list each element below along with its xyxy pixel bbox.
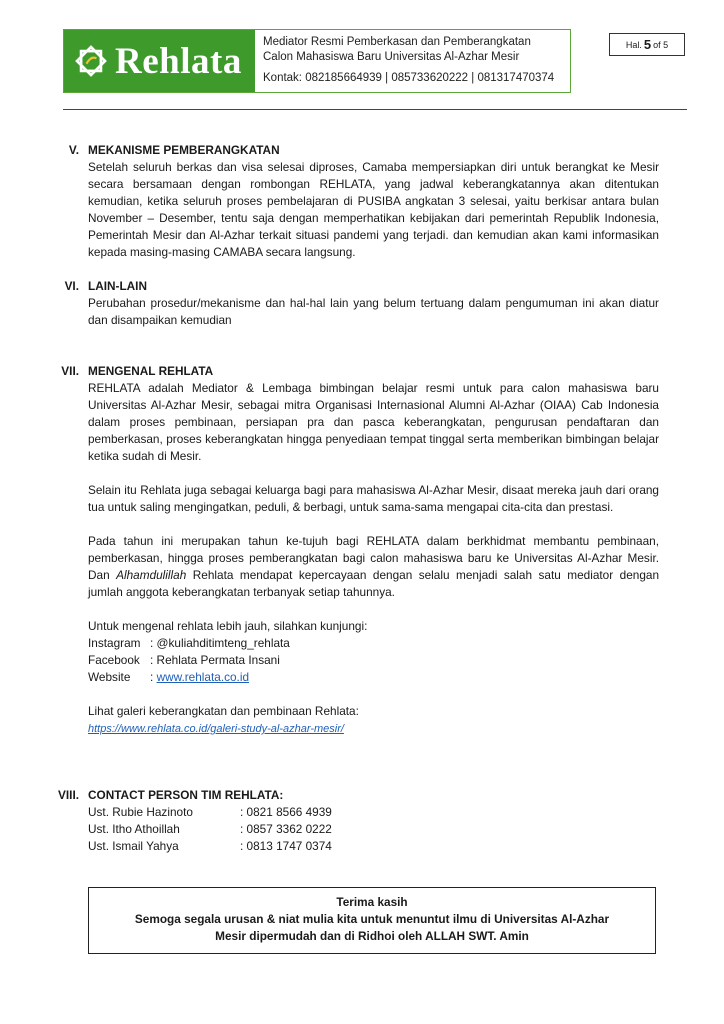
instagram-row xyxy=(88,635,659,652)
facebook-label: Facebook xyxy=(88,653,140,667)
page-number-suffix: of 5 xyxy=(653,39,669,50)
section-number: VI. xyxy=(64,279,79,293)
contact-row xyxy=(88,821,659,838)
closing-line-3: Mesir dipermudah dan di Ridhoi oleh ALLAH SWT. Amin xyxy=(215,929,529,943)
section-title: MEKANISME PEMBERANGKATAN xyxy=(88,143,280,157)
gallery-link[interactable]: https://www.rehlata.co.id/galeri-study-al-azhar-mesir/ xyxy=(88,723,344,735)
paragraph-seventh-year: Pada tahun ini merupakan tahun ke-tujuh bagi REHLATA dalam berkhidmat membantu pembinaan, pemberkasan, hingga proses pemberangkatan bagi calon mahasiswa baru ke Universitas Al-Azhar Mesir. Dan Alhamdulillah Rehlata mendapat kepercayaan dengan selalu menjadi salah satu mediator dengan jumlah anggota keberangkatan terbanyak setiap tahunnya. xyxy=(88,534,660,599)
website-label: Website xyxy=(88,670,131,684)
header-divider xyxy=(63,109,687,110)
page-number-current: 5 xyxy=(643,37,652,52)
section-title: CONTACT PERSON TIM REHLATA: xyxy=(88,788,284,802)
instagram-label: Instagram xyxy=(88,636,141,650)
instagram-value: : @kuliahditimteng_rehlata xyxy=(150,636,290,650)
section-text: Perubahan prosedur/mekanisme dan hal-hal lain yang belum tertuang dalam pengumuman ini akan diatur dan disampaikan kemudian xyxy=(88,296,659,327)
gallery-intro: Lihat galeri keberangkatan dan pembinaan Rehlata: xyxy=(88,704,359,718)
paragraph-about: REHLATA adalah Mediator & Lembaga bimbingan belajar resmi untuk para calon mahasiswa baru Universitas Al-Azhar Mesir, sebagai mitra Organisasi Internasional Alumni Al-Azhar (OIAA) Cab Indonesia dalam proses pembinaan, persiapan pra dan pasca keberangkatan, pengurusan pendaftaran dan pemberkasan, proses keberangkatan hingga penyediaan tempat tinggal serta memberikan bimbingan belajar ketika sudah di Mesir. xyxy=(88,381,659,463)
contact-phone: : 0821 8566 4939 xyxy=(240,805,332,819)
section-number: VIII. xyxy=(58,788,79,802)
header-info xyxy=(255,30,570,92)
website-link[interactable]: www.rehlata.co.id xyxy=(156,670,250,684)
visit-intro: Untuk mengenal rehlata lebih jauh, silahkan kunjungi: xyxy=(88,619,368,633)
closing-line-1: Terima kasih xyxy=(336,895,408,909)
contact-name: Ust. Ismail Yahya xyxy=(88,839,179,853)
alhamdulillah-text: Alhamdulillah xyxy=(116,568,187,582)
page-number-box xyxy=(609,33,685,56)
contact-phone: : 0857 3362 0222 xyxy=(240,822,332,836)
contact-phone: : 0813 1747 0374 xyxy=(240,839,332,853)
closing-box xyxy=(88,887,656,954)
header-line-1: Mediator Resmi Pemberkasan dan Pemberangkatan xyxy=(263,36,531,48)
header-contact: Kontak: 082185664939 | 085733620222 | 081317470374 xyxy=(263,72,555,84)
section-number: VII. xyxy=(61,364,79,378)
section-title: MENGENAL REHLATA xyxy=(88,364,214,378)
website-row xyxy=(88,669,659,686)
contact-name: Ust. Rubie Hazinoto xyxy=(88,805,193,819)
website-colon: : xyxy=(150,670,157,684)
paragraph-family: Selain itu Rehlata juga sebagai keluarga bagi para mahasiswa Al-Azhar Mesir, disaat mereka jauh dari orang tua untuk saling mengingatkan, peduli, & berbagi, untuk sama-sama mengapai cita-cita dan prestasi. xyxy=(88,483,659,514)
contact-row xyxy=(88,804,659,821)
section-text: Setelah seluruh berkas dan visa selesai diproses, Camaba mempersiapkan diri untuk berangkat ke Mesir secara bersamaan dengan rombongan REHLATA, yang jadwal keberangkatannya akan ditentukan kemudian, ketika seluruh proses pembelajaran di PUSIBA angkatan 3 selesai, yaitu berkisar antara bulan November – Desember, tentu saja dengan memperhatikan kebijakan dari pemerintah Republik Indonesia, Pemerintah Mesir dan Al-Azhar terkait situasi pandemi yang terjadi. dan kemudian akan kami informasikan kepada masing-masing CAMABA secara langsung. xyxy=(88,160,659,259)
eight-point-star-icon xyxy=(73,43,109,79)
rehlata-logo xyxy=(64,30,255,92)
contact-row xyxy=(88,838,659,855)
closing-line-2: Semoga segala urusan & niat mulia kita untuk menuntut ilmu di Universitas Al-Azhar xyxy=(134,912,610,926)
facebook-row xyxy=(88,652,659,669)
header-line-2: Calon Mahasiswa Baru Universitas Al-Azhar Mesir xyxy=(263,51,520,63)
section-number: V. xyxy=(68,143,79,157)
logo-wordmark: Rehlata xyxy=(115,40,242,82)
facebook-value: : Rehlata Permata Insani xyxy=(150,653,280,667)
page-number-prefix: Hal. xyxy=(625,39,642,50)
section-title: LAIN-LAIN xyxy=(88,279,147,293)
contact-name: Ust. Itho Athoillah xyxy=(88,822,180,836)
document-header xyxy=(63,29,571,93)
